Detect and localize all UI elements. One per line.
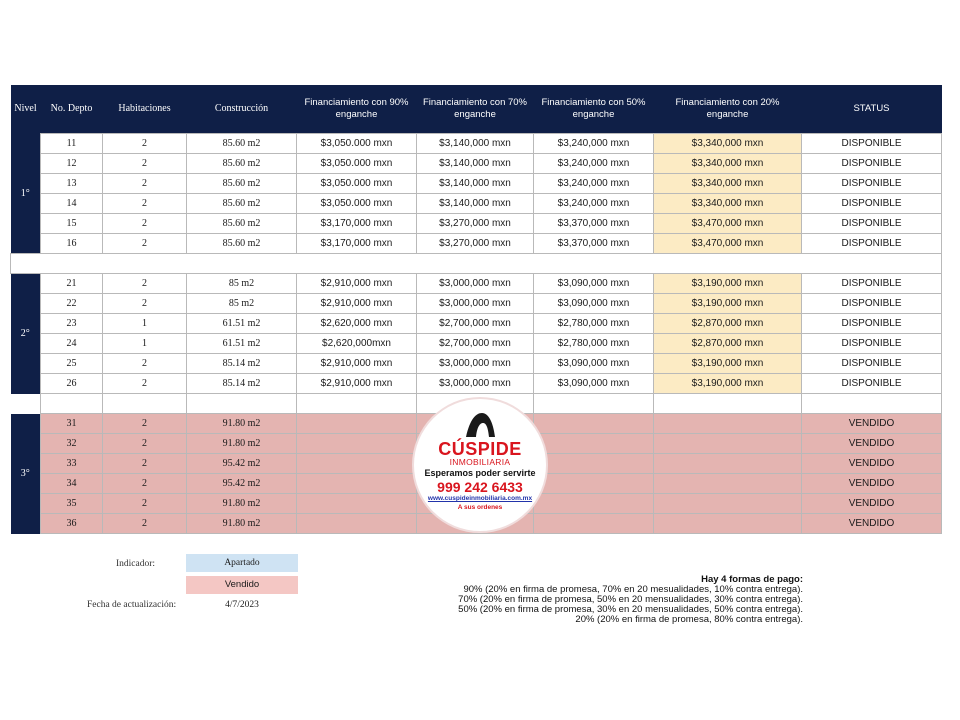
cell-depto: 24 bbox=[41, 334, 103, 354]
cell-depto: 31 bbox=[41, 414, 103, 434]
cell-habitaciones: 2 bbox=[103, 134, 187, 154]
blank-cell bbox=[297, 394, 417, 414]
table-row bbox=[11, 314, 942, 334]
cell-fin90: $3,050.000 mxn bbox=[297, 194, 417, 214]
mountain-icon bbox=[462, 409, 498, 439]
cell-habitaciones: 2 bbox=[103, 434, 187, 454]
cell-fin90: $2,620,000mxn bbox=[297, 334, 417, 354]
level-label: 3° bbox=[11, 414, 41, 534]
cell-fin20: $3,470,000 mxn bbox=[654, 234, 802, 254]
cell-status: DISPONIBLE bbox=[802, 234, 942, 254]
cell-fin70: $3,270,000 mxn bbox=[417, 214, 534, 234]
cell-fin90: $2,910,000 mxn bbox=[297, 374, 417, 394]
cell-habitaciones: 2 bbox=[103, 454, 187, 474]
table-row bbox=[11, 134, 942, 154]
cell-status: DISPONIBLE bbox=[802, 374, 942, 394]
table-row bbox=[11, 294, 942, 314]
payment-options bbox=[458, 575, 803, 625]
table-row bbox=[11, 354, 942, 374]
cell-construccion: 85.60 m2 bbox=[187, 234, 297, 254]
cell-fin20: $2,870,000 mxn bbox=[654, 334, 802, 354]
cell-fin20 bbox=[654, 494, 802, 514]
cell-fin20: $3,340,000 mxn bbox=[654, 134, 802, 154]
cell-fin90 bbox=[297, 494, 417, 514]
cell-habitaciones: 2 bbox=[103, 414, 187, 434]
cell-status: DISPONIBLE bbox=[802, 154, 942, 174]
cell-status: DISPONIBLE bbox=[802, 354, 942, 374]
header-nivel: Nivel bbox=[11, 85, 41, 134]
level-label: 2° bbox=[11, 274, 41, 394]
cell-status: DISPONIBLE bbox=[802, 334, 942, 354]
cell-fin70: $2,700,000 mxn bbox=[417, 314, 534, 334]
table-row bbox=[11, 334, 942, 354]
cell-fin50: $3,090,000 mxn bbox=[534, 354, 654, 374]
table-row bbox=[11, 154, 942, 174]
cell-status: DISPONIBLE bbox=[802, 194, 942, 214]
cell-construccion: 91.80 m2 bbox=[187, 434, 297, 454]
cell-depto: 36 bbox=[41, 514, 103, 534]
cell-construccion: 85.60 m2 bbox=[187, 214, 297, 234]
cell-fin90 bbox=[297, 514, 417, 534]
cell-habitaciones: 2 bbox=[103, 494, 187, 514]
cell-construccion: 85.60 m2 bbox=[187, 194, 297, 214]
blank-cell bbox=[41, 394, 103, 414]
cell-construccion: 95.42 m2 bbox=[187, 474, 297, 494]
cell-fin90: $2,910,000 mxn bbox=[297, 354, 417, 374]
cell-fin70: $3,140,000 mxn bbox=[417, 134, 534, 154]
legend-fecha-label: Fecha de actualización: bbox=[87, 600, 177, 610]
cell-fin50: $2,780,000 mxn bbox=[534, 314, 654, 334]
spacer-cell bbox=[11, 254, 942, 274]
cell-fin90 bbox=[297, 474, 417, 494]
blank-cell bbox=[103, 394, 187, 414]
cell-fin50: $3,240,000 mxn bbox=[534, 134, 654, 154]
table-row bbox=[11, 214, 942, 234]
logo-slogan: Esperamos poder servirte bbox=[424, 468, 536, 478]
cell-habitaciones: 1 bbox=[103, 314, 187, 334]
payment-line: 20% (20% en firma de promesa, 80% contra entrega). bbox=[575, 614, 803, 625]
cell-fin90: $2,620,000 mxn bbox=[297, 314, 417, 334]
cell-habitaciones: 2 bbox=[103, 374, 187, 394]
header-depto: No. Depto bbox=[41, 85, 103, 134]
cell-habitaciones: 2 bbox=[103, 514, 187, 534]
cell-depto: 25 bbox=[41, 354, 103, 374]
cell-fin20 bbox=[654, 434, 802, 454]
cell-fin50: $3,240,000 mxn bbox=[534, 194, 654, 214]
table-row bbox=[11, 274, 942, 294]
cell-habitaciones: 2 bbox=[103, 274, 187, 294]
payment-line: 50% (20% en firma de promesa, 30% en 20 mensualidades, 50% contra entrega). bbox=[458, 604, 803, 615]
blank-cell bbox=[534, 394, 654, 414]
cell-construccion: 91.80 m2 bbox=[187, 514, 297, 534]
cell-fin50: $3,090,000 mxn bbox=[534, 294, 654, 314]
cuspide-logo bbox=[414, 399, 546, 531]
cell-fin20: $3,470,000 mxn bbox=[654, 214, 802, 234]
cell-fin90: $3,050.000 mxn bbox=[297, 154, 417, 174]
cell-construccion: 85.60 m2 bbox=[187, 154, 297, 174]
header-fin90: Financiamiento con 90% enganche bbox=[297, 85, 417, 134]
cell-status: VENDIDO bbox=[802, 474, 942, 494]
cell-fin20 bbox=[654, 454, 802, 474]
cell-fin50: $3,240,000 mxn bbox=[534, 154, 654, 174]
cell-fin50 bbox=[534, 514, 654, 534]
cell-status: VENDIDO bbox=[802, 494, 942, 514]
cell-fin20: $3,190,000 mxn bbox=[654, 294, 802, 314]
blank-cell bbox=[654, 394, 802, 414]
cell-fin90 bbox=[297, 434, 417, 454]
cell-fin20: $3,190,000 mxn bbox=[654, 354, 802, 374]
cell-status: DISPONIBLE bbox=[802, 314, 942, 334]
cell-fin90: $2,910,000 mxn bbox=[297, 274, 417, 294]
cell-construccion: 61.51 m2 bbox=[187, 314, 297, 334]
cell-fin50: $3,370,000 mxn bbox=[534, 234, 654, 254]
cell-fin50: $3,090,000 mxn bbox=[534, 374, 654, 394]
cell-fin50 bbox=[534, 454, 654, 474]
cell-habitaciones: 2 bbox=[103, 294, 187, 314]
cell-fin20: $3,340,000 mxn bbox=[654, 154, 802, 174]
cell-fin70: $3,000,000 mxn bbox=[417, 374, 534, 394]
cell-fin20: $3,190,000 mxn bbox=[654, 374, 802, 394]
cell-fin90: $3,050.000 mxn bbox=[297, 174, 417, 194]
cell-fin90: $2,910,000 mxn bbox=[297, 294, 417, 314]
cell-fin50: $3,370,000 mxn bbox=[534, 214, 654, 234]
cell-fin50: $2,780,000 mxn bbox=[534, 334, 654, 354]
cell-fin50: $3,240,000 mxn bbox=[534, 174, 654, 194]
cell-fin90: $3,050.000 mxn bbox=[297, 134, 417, 154]
cell-status: VENDIDO bbox=[802, 434, 942, 454]
cell-construccion: 85 m2 bbox=[187, 294, 297, 314]
cell-fin70: $3,270,000 mxn bbox=[417, 234, 534, 254]
header-fin70: Financiamiento con 70% enganche bbox=[417, 85, 534, 134]
cell-construccion: 85.60 m2 bbox=[187, 134, 297, 154]
legend-fecha-value: 4/7/2023 bbox=[225, 600, 259, 610]
spacer-row bbox=[11, 254, 942, 274]
cell-status: DISPONIBLE bbox=[802, 214, 942, 234]
legend-vendido: Vendido bbox=[186, 576, 298, 594]
cell-depto: 15 bbox=[41, 214, 103, 234]
cell-depto: 11 bbox=[41, 134, 103, 154]
cell-fin20 bbox=[654, 514, 802, 534]
cell-fin70: $3,000,000 mxn bbox=[417, 354, 534, 374]
cell-fin70: $3,140,000 mxn bbox=[417, 154, 534, 174]
cell-construccion: 85 m2 bbox=[187, 274, 297, 294]
cell-status: DISPONIBLE bbox=[802, 134, 942, 154]
cell-fin50: $3,090,000 mxn bbox=[534, 274, 654, 294]
cell-fin90 bbox=[297, 414, 417, 434]
logo-website-link[interactable]: www.cuspideinmobiliaria.com.mx bbox=[427, 495, 533, 502]
level-spacer bbox=[11, 394, 41, 414]
header-habitaciones: Habitaciones bbox=[103, 85, 187, 134]
cell-fin90 bbox=[297, 454, 417, 474]
cell-habitaciones: 2 bbox=[103, 354, 187, 374]
header-construccion: Construcción bbox=[187, 85, 297, 134]
cell-habitaciones: 2 bbox=[103, 474, 187, 494]
cell-depto: 34 bbox=[41, 474, 103, 494]
cell-construccion: 61.51 m2 bbox=[187, 334, 297, 354]
cell-fin50 bbox=[534, 434, 654, 454]
cell-construccion: 91.80 m2 bbox=[187, 414, 297, 434]
payment-line: 90% (20% en firma de promesa, 70% en 20 mesualidades, 10% contra entrega). bbox=[463, 584, 803, 595]
cell-fin20: $3,340,000 mxn bbox=[654, 174, 802, 194]
cell-fin20: $3,190,000 mxn bbox=[654, 274, 802, 294]
cell-fin20: $3,340,000 mxn bbox=[654, 194, 802, 214]
cell-habitaciones: 2 bbox=[103, 194, 187, 214]
blank-cell bbox=[802, 394, 942, 414]
cell-status: VENDIDO bbox=[802, 414, 942, 434]
cell-habitaciones: 2 bbox=[103, 154, 187, 174]
cell-fin20: $2,870,000 mxn bbox=[654, 314, 802, 334]
level-label: 1° bbox=[11, 134, 41, 254]
cell-fin70: $3,000,000 mxn bbox=[417, 294, 534, 314]
cell-status: DISPONIBLE bbox=[802, 274, 942, 294]
cell-fin50 bbox=[534, 414, 654, 434]
cell-fin50 bbox=[534, 474, 654, 494]
logo-phone: 999 242 6433 bbox=[437, 479, 523, 495]
table-row bbox=[11, 174, 942, 194]
cell-status: DISPONIBLE bbox=[802, 174, 942, 194]
cell-depto: 32 bbox=[41, 434, 103, 454]
cell-construccion: 85.14 m2 bbox=[187, 374, 297, 394]
cell-depto: 26 bbox=[41, 374, 103, 394]
cell-depto: 14 bbox=[41, 194, 103, 214]
blank-cell bbox=[187, 394, 297, 414]
cell-fin70: $3,000,000 mxn bbox=[417, 274, 534, 294]
cell-fin90: $3,170,000 mxn bbox=[297, 214, 417, 234]
header-fin20: Financiamiento con 20% enganche bbox=[654, 85, 802, 134]
cell-depto: 23 bbox=[41, 314, 103, 334]
cell-status: DISPONIBLE bbox=[802, 294, 942, 314]
cell-depto: 12 bbox=[41, 154, 103, 174]
cell-depto: 13 bbox=[41, 174, 103, 194]
cell-depto: 33 bbox=[41, 454, 103, 474]
cell-depto: 35 bbox=[41, 494, 103, 514]
cell-construccion: 95.42 m2 bbox=[187, 454, 297, 474]
payment-title: Hay 4 formas de pago: bbox=[701, 574, 803, 585]
header-fin50: Financiamiento con 50% enganche bbox=[534, 85, 654, 134]
cell-habitaciones: 1 bbox=[103, 334, 187, 354]
cell-fin70: $3,140,000 mxn bbox=[417, 194, 534, 214]
cell-habitaciones: 2 bbox=[103, 214, 187, 234]
logo-brand: CÚSPIDE bbox=[438, 439, 522, 459]
cell-construccion: 91.80 m2 bbox=[187, 494, 297, 514]
cell-fin20 bbox=[654, 414, 802, 434]
table-row bbox=[11, 374, 942, 394]
cell-fin20 bbox=[654, 474, 802, 494]
payment-line: 70% (20% en firma de promesa, 50% en 20 mensualidades, 30% contra entrega). bbox=[458, 594, 803, 605]
table-header-row bbox=[11, 85, 942, 134]
logo-sub: INMOBILIARIA bbox=[449, 457, 511, 467]
logo-orders: A sus ordenes bbox=[457, 504, 503, 511]
cell-depto: 22 bbox=[41, 294, 103, 314]
cell-status: VENDIDO bbox=[802, 514, 942, 534]
cell-construccion: 85.60 m2 bbox=[187, 174, 297, 194]
legend-indicador-label: Indicador: bbox=[116, 559, 156, 569]
cell-construccion: 85.14 m2 bbox=[187, 354, 297, 374]
cell-habitaciones: 2 bbox=[103, 234, 187, 254]
legend-apartado: Apartado bbox=[186, 554, 298, 572]
table-row bbox=[11, 194, 942, 214]
cell-fin70: $3,140,000 mxn bbox=[417, 174, 534, 194]
cell-fin90: $3,170,000 mxn bbox=[297, 234, 417, 254]
cell-habitaciones: 2 bbox=[103, 174, 187, 194]
cell-depto: 16 bbox=[41, 234, 103, 254]
cell-status: VENDIDO bbox=[802, 454, 942, 474]
cell-depto: 21 bbox=[41, 274, 103, 294]
header-status: STATUS bbox=[802, 85, 942, 134]
cell-fin70: $2,700,000 mxn bbox=[417, 334, 534, 354]
table-row bbox=[11, 234, 942, 254]
cell-fin50 bbox=[534, 494, 654, 514]
